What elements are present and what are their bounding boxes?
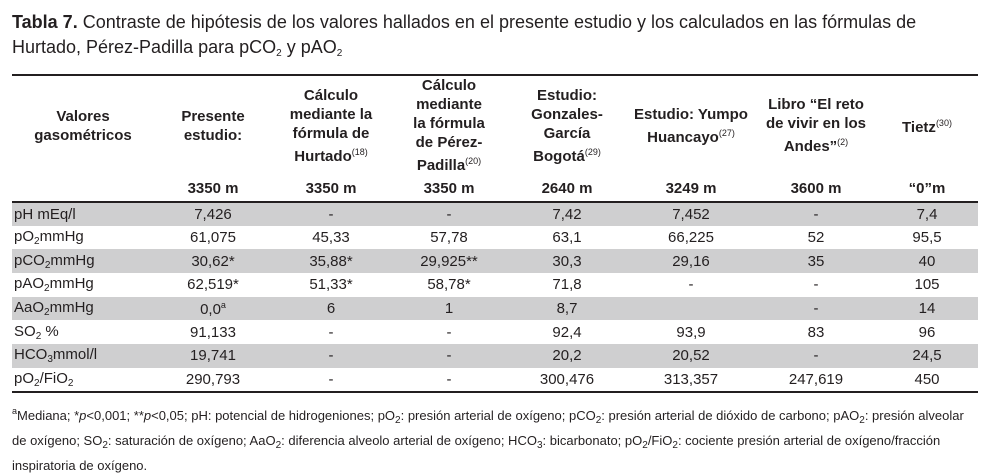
label-text: pO bbox=[14, 228, 35, 246]
footnote-p: p bbox=[79, 408, 87, 423]
header-line: la fórmula bbox=[413, 115, 485, 132]
table-cell bbox=[154, 249, 272, 273]
table-cell bbox=[272, 273, 390, 297]
altitude-cell: “0”m bbox=[876, 175, 978, 202]
header-line: Gonzales- bbox=[531, 105, 603, 123]
table-cell bbox=[272, 202, 390, 226]
label-subscript: 2 bbox=[44, 283, 50, 295]
header-line: de vivir en los bbox=[765, 115, 867, 132]
table-row bbox=[12, 297, 978, 321]
table-cell bbox=[626, 249, 756, 273]
header-line: Cálculo bbox=[421, 77, 477, 94]
cell-value: 8,7 bbox=[556, 300, 578, 318]
table-cell bbox=[390, 249, 508, 273]
footnote-text: Mediana; * bbox=[17, 408, 80, 423]
cell-value: 61,075 bbox=[190, 229, 236, 247]
label-text: pO bbox=[14, 369, 35, 387]
table-cell bbox=[154, 368, 272, 392]
cell-value: 95,5 bbox=[912, 229, 942, 247]
header-line: García bbox=[543, 124, 591, 142]
table-cell bbox=[876, 226, 978, 250]
cell-value: 450 bbox=[914, 370, 940, 388]
label-text: HCO bbox=[14, 346, 48, 364]
footnote-text: : presión arterial de oxígeno; pCO bbox=[400, 408, 596, 423]
footnote-sub: 2 bbox=[395, 415, 401, 426]
header-line: Estudio: Yumpo bbox=[634, 105, 748, 123]
cell-value: 83 bbox=[807, 323, 825, 341]
cell-value: 14 bbox=[918, 300, 936, 318]
reference-mark: (30) bbox=[935, 118, 952, 128]
footnote-sub: 2 bbox=[595, 415, 602, 426]
table-cell bbox=[390, 344, 508, 368]
table-row bbox=[12, 202, 978, 226]
cell-value: - bbox=[446, 205, 452, 223]
table-cell bbox=[508, 249, 626, 273]
cell-value: 63,1 bbox=[552, 229, 582, 247]
table-cell bbox=[756, 320, 876, 344]
header-line: Hurtado bbox=[294, 147, 352, 165]
gasometric-table bbox=[12, 74, 978, 393]
table-row bbox=[12, 226, 978, 250]
label-text: pCO bbox=[14, 251, 45, 269]
table-cell bbox=[508, 297, 626, 321]
cell-value: 0,0 bbox=[200, 300, 221, 318]
footnote-text: <0,001; ** bbox=[86, 408, 144, 423]
footnote-mark: a bbox=[12, 406, 18, 416]
label-text: mmol/l bbox=[52, 346, 98, 364]
table-row bbox=[12, 249, 978, 273]
footnote-sub: 2 bbox=[672, 440, 678, 451]
altitude-row bbox=[12, 175, 978, 202]
cell-value: 247,619 bbox=[788, 370, 844, 388]
cell-value: 7,42 bbox=[552, 205, 582, 223]
table-row bbox=[12, 273, 978, 297]
header-line: Bogotá bbox=[533, 147, 585, 165]
altitude-cell: 3600 m bbox=[756, 175, 876, 202]
cell-value: 52 bbox=[807, 229, 825, 247]
footnote-sub: 2 bbox=[642, 440, 648, 451]
footnote-sub: 2 bbox=[859, 415, 865, 426]
label-text: mmHg bbox=[39, 228, 84, 246]
table-cell bbox=[876, 297, 978, 321]
altitude-empty bbox=[12, 175, 154, 202]
header-libro-reto bbox=[756, 75, 876, 175]
table-row bbox=[12, 320, 978, 344]
table-cell bbox=[756, 226, 876, 250]
cell-value: 91,133 bbox=[190, 323, 236, 341]
cell-value: - bbox=[446, 370, 452, 388]
table-cell bbox=[626, 320, 756, 344]
header-yumpo bbox=[626, 75, 756, 175]
header-line: Valores bbox=[56, 107, 110, 125]
label-text: /FiO bbox=[39, 369, 68, 387]
footnote-text: : presión arterial de dióxido de carbono; pAO bbox=[601, 408, 860, 423]
table-row bbox=[12, 344, 978, 368]
cell-value: 93,9 bbox=[676, 323, 706, 341]
cell-value: 35 bbox=[807, 252, 825, 270]
cell-value: 30,62* bbox=[191, 252, 235, 270]
table-cell bbox=[876, 249, 978, 273]
table-cell bbox=[508, 273, 626, 297]
label-subscript: 2 bbox=[35, 330, 42, 342]
cell-value: 1 bbox=[444, 300, 454, 318]
table-cell bbox=[272, 297, 390, 321]
table-body bbox=[12, 202, 978, 392]
row-label bbox=[12, 320, 154, 344]
cell-value: - bbox=[446, 347, 452, 365]
table-cell bbox=[390, 368, 508, 392]
cell-value: 51,33* bbox=[309, 276, 353, 294]
table-cell bbox=[508, 202, 626, 226]
caption-subscript: 2 bbox=[276, 48, 282, 59]
table-cell bbox=[626, 368, 756, 392]
cell-value: - bbox=[328, 323, 334, 341]
header-line: estudio: bbox=[183, 126, 243, 144]
cell-value: 29,16 bbox=[672, 252, 710, 270]
cell-value: 57,78 bbox=[430, 229, 468, 247]
cell-value: 62,519* bbox=[187, 276, 239, 294]
table-cell bbox=[626, 202, 756, 226]
label-subscript: 2 bbox=[34, 236, 40, 248]
header-valores-gasometricos bbox=[12, 75, 154, 175]
label-subscript: 3 bbox=[47, 354, 53, 366]
table-cell bbox=[876, 320, 978, 344]
label-subscript: 2 bbox=[34, 377, 40, 389]
cell-value: - bbox=[328, 370, 334, 388]
footnote-sub: 3 bbox=[536, 440, 543, 451]
footnote-p: p bbox=[143, 408, 152, 423]
label-subscript: 2 bbox=[44, 259, 51, 271]
header-line: gasométricos bbox=[34, 126, 132, 144]
cell-value: 20,2 bbox=[552, 347, 582, 365]
cell-value: - bbox=[813, 300, 819, 318]
cell-value: 19,741 bbox=[190, 347, 236, 365]
cell-value: - bbox=[446, 323, 452, 341]
cell-value: - bbox=[813, 276, 819, 294]
header-line: Estudio: bbox=[537, 86, 597, 104]
cell-value: - bbox=[688, 276, 694, 294]
table-cell bbox=[272, 226, 390, 250]
header-line: Tietz bbox=[902, 119, 936, 136]
table-cell bbox=[626, 297, 756, 321]
cell-value: 300,476 bbox=[539, 370, 595, 388]
caption-text-2: y pAO bbox=[281, 37, 337, 57]
cell-value: - bbox=[813, 347, 819, 365]
row-label bbox=[12, 273, 154, 297]
header-line: Libro “El reto bbox=[768, 96, 864, 113]
table-cell bbox=[390, 202, 508, 226]
cell-value: 7,452 bbox=[672, 205, 710, 223]
row-label bbox=[12, 297, 154, 321]
table-cell bbox=[508, 344, 626, 368]
header-line: de Pérez- bbox=[415, 134, 483, 151]
cell-value: 6 bbox=[326, 300, 336, 318]
footnote-sub: 2 bbox=[275, 440, 282, 451]
cell-value: 92,4 bbox=[552, 323, 582, 341]
header-line: Andes” bbox=[783, 138, 838, 155]
table-cell bbox=[508, 226, 626, 250]
header-tietz bbox=[876, 75, 978, 175]
header-line: mediante bbox=[416, 96, 482, 113]
table-cell bbox=[154, 297, 272, 321]
table-cell bbox=[390, 273, 508, 297]
row-label bbox=[12, 226, 154, 250]
label-text: mmHg bbox=[50, 251, 95, 269]
header-line: fórmula de bbox=[292, 124, 370, 142]
footnote-text: <0,05; pH: potencial de hidrogeniones; pO bbox=[151, 408, 396, 423]
table-cell bbox=[508, 368, 626, 392]
row-label bbox=[12, 344, 154, 368]
footnote-text: : bicarbonato; pO bbox=[542, 433, 643, 448]
altitude-cell: 3249 m bbox=[626, 175, 756, 202]
table-cell bbox=[756, 368, 876, 392]
label-text: % bbox=[41, 322, 59, 340]
header-line: Huancayo bbox=[647, 128, 719, 146]
footnote-sub: 2 bbox=[102, 440, 108, 451]
cell-superscript: a bbox=[220, 299, 226, 310]
header-line: mediante la bbox=[289, 105, 373, 123]
label-text: mmHg bbox=[49, 299, 94, 317]
table-row bbox=[12, 368, 978, 392]
cell-value: 24,5 bbox=[912, 347, 942, 365]
footnote-text: : saturación de oxígeno; AaO bbox=[107, 433, 276, 448]
table-caption bbox=[12, 10, 982, 66]
table-cell bbox=[756, 273, 876, 297]
table-cell bbox=[626, 226, 756, 250]
label-text: pAO bbox=[14, 275, 45, 293]
table-cell bbox=[272, 320, 390, 344]
caption-text: Contraste de hipótesis de los valores hallados en el presente estudio y los calculados en las fórmulas de Hurtado, Pérez-Padilla para pCO bbox=[12, 12, 917, 57]
cell-value: - bbox=[328, 347, 334, 365]
cell-value: 45,33 bbox=[312, 229, 350, 247]
altitude-cell: 2640 m bbox=[508, 175, 626, 202]
cell-value: 29,925** bbox=[420, 252, 478, 270]
cell-value: 58,78* bbox=[427, 276, 471, 294]
label-subscript: 2 bbox=[44, 307, 50, 319]
cell-value: 7,4 bbox=[916, 205, 938, 223]
reference-mark: (18) bbox=[351, 146, 368, 157]
table-cell bbox=[154, 226, 272, 250]
altitude-cell: 3350 m bbox=[154, 175, 272, 202]
label-text: AaO bbox=[14, 299, 45, 317]
table-cell bbox=[756, 297, 876, 321]
label-text: pH mEq/l bbox=[14, 205, 76, 223]
header-hurtado bbox=[272, 75, 390, 175]
cell-value: - bbox=[328, 205, 334, 223]
label-subscript: 2 bbox=[67, 377, 74, 389]
header-gonzales-garcia bbox=[508, 75, 626, 175]
header-line: Padilla bbox=[416, 157, 466, 174]
reference-mark: (29) bbox=[584, 146, 601, 157]
cell-value: 20,52 bbox=[672, 347, 710, 365]
caption-label: Tabla 7. bbox=[12, 12, 78, 32]
table-cell bbox=[626, 344, 756, 368]
table-cell bbox=[154, 320, 272, 344]
reference-mark: (2) bbox=[837, 137, 849, 147]
header-line: Presente bbox=[181, 107, 245, 125]
table-cell bbox=[756, 344, 876, 368]
reference-mark: (27) bbox=[718, 127, 735, 138]
table-cell bbox=[756, 202, 876, 226]
table-cell bbox=[876, 202, 978, 226]
table-cell bbox=[756, 249, 876, 273]
table-cell bbox=[154, 202, 272, 226]
altitude-cell: 3350 m bbox=[390, 175, 508, 202]
header-perez-padilla bbox=[390, 75, 508, 175]
caption-subscript-2: 2 bbox=[336, 48, 343, 59]
cell-value: 7,426 bbox=[194, 205, 232, 223]
cell-value: 96 bbox=[918, 323, 936, 341]
table-footnote bbox=[12, 401, 978, 476]
footnote-text: : cociente presión arterial de oxígeno/fracción inspiratoria de oxígeno. bbox=[12, 433, 941, 473]
label-text: SO bbox=[14, 322, 36, 340]
label-text: mmHg bbox=[49, 275, 94, 293]
row-label bbox=[12, 249, 154, 273]
table-cell bbox=[390, 320, 508, 344]
cell-value: 313,357 bbox=[663, 370, 719, 388]
table-cell bbox=[390, 297, 508, 321]
table-cell bbox=[272, 249, 390, 273]
table-cell bbox=[272, 344, 390, 368]
cell-value: 290,793 bbox=[185, 370, 241, 388]
cell-value: - bbox=[813, 205, 819, 223]
cell-value: 35,88* bbox=[309, 252, 353, 270]
table-cell bbox=[508, 320, 626, 344]
table-cell bbox=[154, 344, 272, 368]
table-cell bbox=[876, 344, 978, 368]
reference-mark: (20) bbox=[465, 156, 482, 166]
table-cell bbox=[390, 226, 508, 250]
cell-value: 30,3 bbox=[552, 252, 582, 270]
altitude-cell: 3350 m bbox=[272, 175, 390, 202]
cell-value: 105 bbox=[914, 276, 940, 294]
footnote-text: : presión alveolar de oxígeno; SO bbox=[12, 408, 964, 448]
footnote-text: /FiO bbox=[647, 433, 673, 448]
cell-value: 66,225 bbox=[668, 229, 714, 247]
row-label bbox=[12, 202, 154, 226]
cell-value: 71,8 bbox=[552, 276, 582, 294]
table-cell bbox=[876, 273, 978, 297]
table-cell bbox=[626, 273, 756, 297]
row-label bbox=[12, 368, 154, 392]
footnote-text: : diferencia alveolo arterial de oxígeno; HCO bbox=[281, 433, 537, 448]
header-line: Cálculo bbox=[303, 86, 359, 104]
table-cell bbox=[272, 368, 390, 392]
header-presente-estudio bbox=[154, 75, 272, 175]
table-cell bbox=[876, 368, 978, 392]
cell-value: 40 bbox=[918, 252, 936, 270]
table-cell bbox=[154, 273, 272, 297]
